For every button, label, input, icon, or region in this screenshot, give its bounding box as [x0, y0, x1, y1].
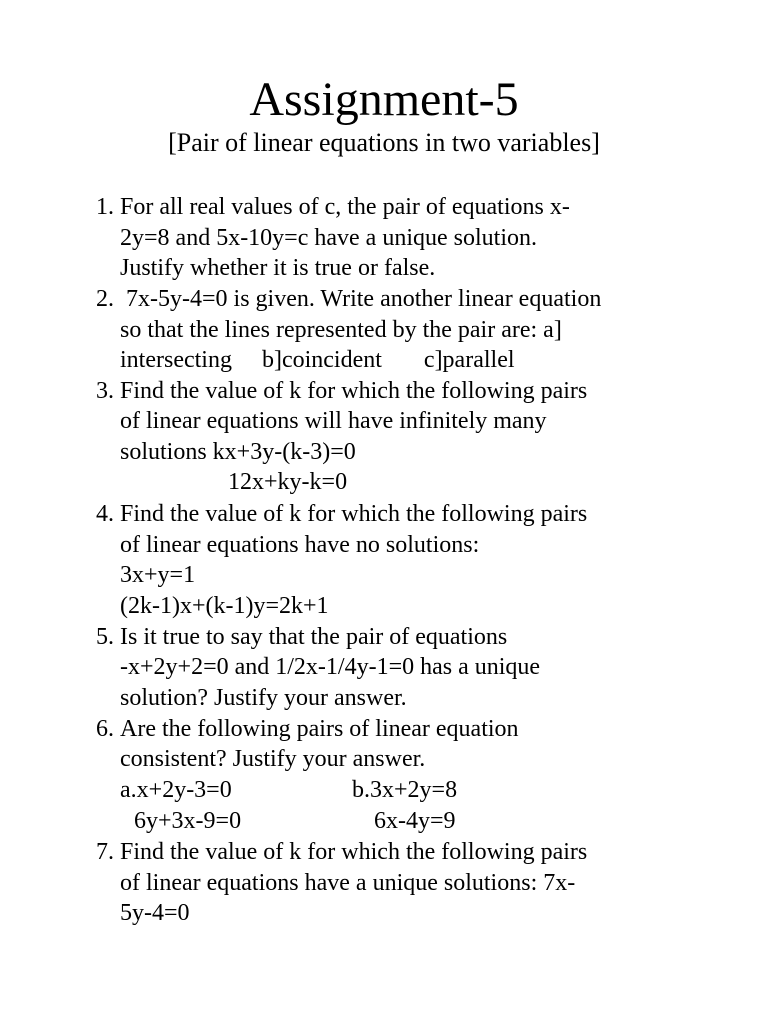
equation-line: 6y+3x-9=0: [134, 808, 242, 834]
question-line: solution? Justify your answer.: [120, 685, 407, 711]
question-line: of linear equations have a unique solutions: 7x-: [120, 870, 576, 896]
question-number: 1.: [96, 194, 114, 220]
equation-line: a.x+2y-3=0: [120, 777, 232, 803]
equation-line: 6x-4y=9: [374, 808, 456, 834]
question-line: For all real values of c, the pair of equations x-: [120, 194, 570, 220]
question-line: solutions kx+3y-(k-3)=0: [120, 439, 356, 465]
equation-line: b.3x+2y=8: [352, 777, 458, 803]
question-line: consistent? Justify your answer.: [120, 746, 426, 772]
question-number: 2.: [96, 286, 114, 312]
document-title: Assignment-5: [249, 73, 519, 126]
question-line: Is it true to say that the pair of equations: [120, 624, 508, 650]
question-line: -x+2y+2=0 and 1/2x-1/4y-1=0 has a unique: [120, 654, 541, 680]
question-line: Find the value of k for which the following pairs: [120, 378, 588, 404]
document-subtitle: [Pair of linear equations in two variables]: [168, 128, 600, 157]
question-number: 3.: [96, 378, 114, 404]
question-line: Are the following pairs of linear equation: [120, 716, 519, 742]
question-number: 5.: [96, 624, 114, 650]
question-number: 4.: [96, 501, 114, 527]
question-number: 6.: [96, 716, 114, 742]
question-line: 7x-5y-4=0 is given. Write another linear equation: [120, 286, 602, 312]
question-line: so that the lines represented by the pair are: a]: [120, 317, 562, 343]
question-line: intersecting b]coincident c]parallel: [120, 347, 515, 373]
question-line: 5y-4=0: [120, 900, 190, 926]
equation-line: (2k-1)x+(k-1)y=2k+1: [120, 593, 329, 619]
question-line: of linear equations will have infinitely many: [120, 408, 547, 434]
question-number: 7.: [96, 839, 114, 865]
question-line: Find the value of k for which the following pairs: [120, 501, 588, 527]
equation-line: 12x+ky-k=0: [228, 469, 348, 495]
question-line: Justify whether it is true or false.: [120, 255, 436, 281]
question-line: Find the value of k for which the following pairs: [120, 839, 588, 865]
question-line: 2y=8 and 5x-10y=c have a unique solution.: [120, 225, 537, 251]
question-line: of linear equations have no solutions:: [120, 532, 480, 558]
equation-line: 3x+y=1: [120, 562, 196, 588]
